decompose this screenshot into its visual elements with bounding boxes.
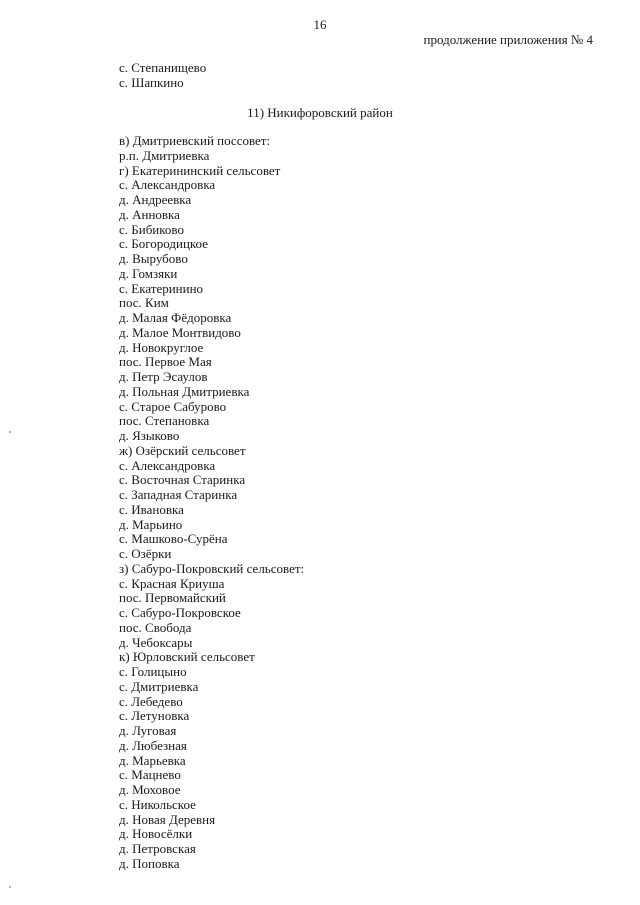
settlement-entry: с. Богородицкое — [119, 236, 208, 252]
settlement-entry: д. Новокруглое — [119, 339, 204, 355]
settlement-entry: с. Старое Сабурово — [119, 398, 227, 414]
settlement-entry: пос. Свобода — [119, 619, 192, 635]
settlement-entry: пос. Ким — [119, 295, 169, 311]
settlement-entry: з) Сабуро-Покровский сельсовет: — [119, 560, 305, 576]
settlement-entry: с. Екатеринино — [119, 280, 204, 296]
settlement-entry: с. Лебедево — [119, 693, 183, 709]
settlement-entry: с. Шапкино — [119, 74, 184, 90]
settlement-entry: к) Юрловский сельсовет — [119, 649, 255, 665]
settlement-entry: д. Вырубово — [119, 251, 188, 266]
settlement-entry: с. Голицыно — [119, 664, 187, 679]
settlement-entry: ж) Озёрский сельсовет — [119, 442, 246, 458]
settlement-entry: с. Летуновка — [119, 708, 190, 724]
page-number: 16 — [313, 17, 327, 32]
settlement-entry: с. Сабуро-Покровское — [119, 605, 241, 620]
settlement-entry: д. Новая Деревня — [119, 811, 216, 827]
settlement-entry: д. Польная Дмитриевка — [119, 383, 250, 399]
settlement-entry: с. Дмитриевка — [119, 678, 199, 694]
settlement-entry: с. Восточная Старинка — [119, 472, 246, 488]
settlement-entry: д. Андреевка — [119, 192, 192, 207]
scan-margin-mark — [9, 431, 11, 433]
settlement-entry: с. Западная Старинка — [119, 487, 238, 502]
settlement-entry: с. Мацнево — [119, 767, 181, 783]
settlement-entry: г) Екатерининский сельсовет — [119, 162, 281, 178]
settlement-entry: с. Ивановка — [119, 501, 184, 517]
settlement-entry: с. Машково-Сурёна — [119, 531, 228, 547]
settlement-entry: д. Анновка — [119, 206, 180, 222]
settlement-entry: пос. Первомайский — [119, 590, 226, 606]
settlement-entry: д. Луговая — [119, 723, 177, 738]
appendix-continuation-note: продолжение приложения № 4 — [423, 32, 593, 47]
settlement-entry: д. Марьино — [119, 516, 183, 532]
scan-margin-mark — [9, 886, 11, 888]
settlement-entry: д. Малое Монтвидово — [119, 324, 241, 340]
settlement-entry: д. Чебоксары — [119, 634, 193, 650]
settlement-entry: д. Новосёлки — [119, 826, 193, 842]
settlement-entry: д. Языково — [119, 428, 180, 443]
settlement-entry: д. Моховое — [119, 782, 181, 797]
carried-over-settlement-list — [119, 61, 206, 91]
settlement-entry: пос. Степановка — [119, 413, 210, 429]
settlement-entry: с. Александровка — [119, 457, 216, 473]
settlement-entry: с. Озёрки — [119, 546, 172, 561]
settlement-entry: д. Петр Эсаулов — [119, 369, 208, 384]
settlement-entry: д. Марьевка — [119, 752, 186, 768]
settlement-entry: р.п. Дмитриевка — [119, 147, 210, 163]
settlement-entry: с. Александровка — [119, 177, 216, 193]
settlement-entry: с. Красная Криуша — [119, 575, 225, 591]
settlement-entry: д. Любезная — [119, 737, 187, 753]
settlement-entry: с. Степанищево — [119, 60, 207, 75]
settlement-entry: д. Петровская — [119, 841, 196, 856]
settlement-entry: с. Бибиково — [119, 221, 184, 237]
settlement-list — [119, 134, 304, 872]
district-heading: 11) Никифоровский район — [247, 105, 393, 120]
settlement-entry: д. Поповка — [119, 855, 180, 871]
settlement-entry: в) Дмитриевский поссовет: — [119, 133, 271, 148]
settlement-entry: с. Никольское — [119, 796, 196, 812]
settlement-entry: пос. Первое Мая — [119, 354, 212, 370]
settlement-entry: д. Гомзяки — [119, 265, 178, 281]
settlement-entry: д. Малая Фёдоровка — [119, 310, 232, 325]
